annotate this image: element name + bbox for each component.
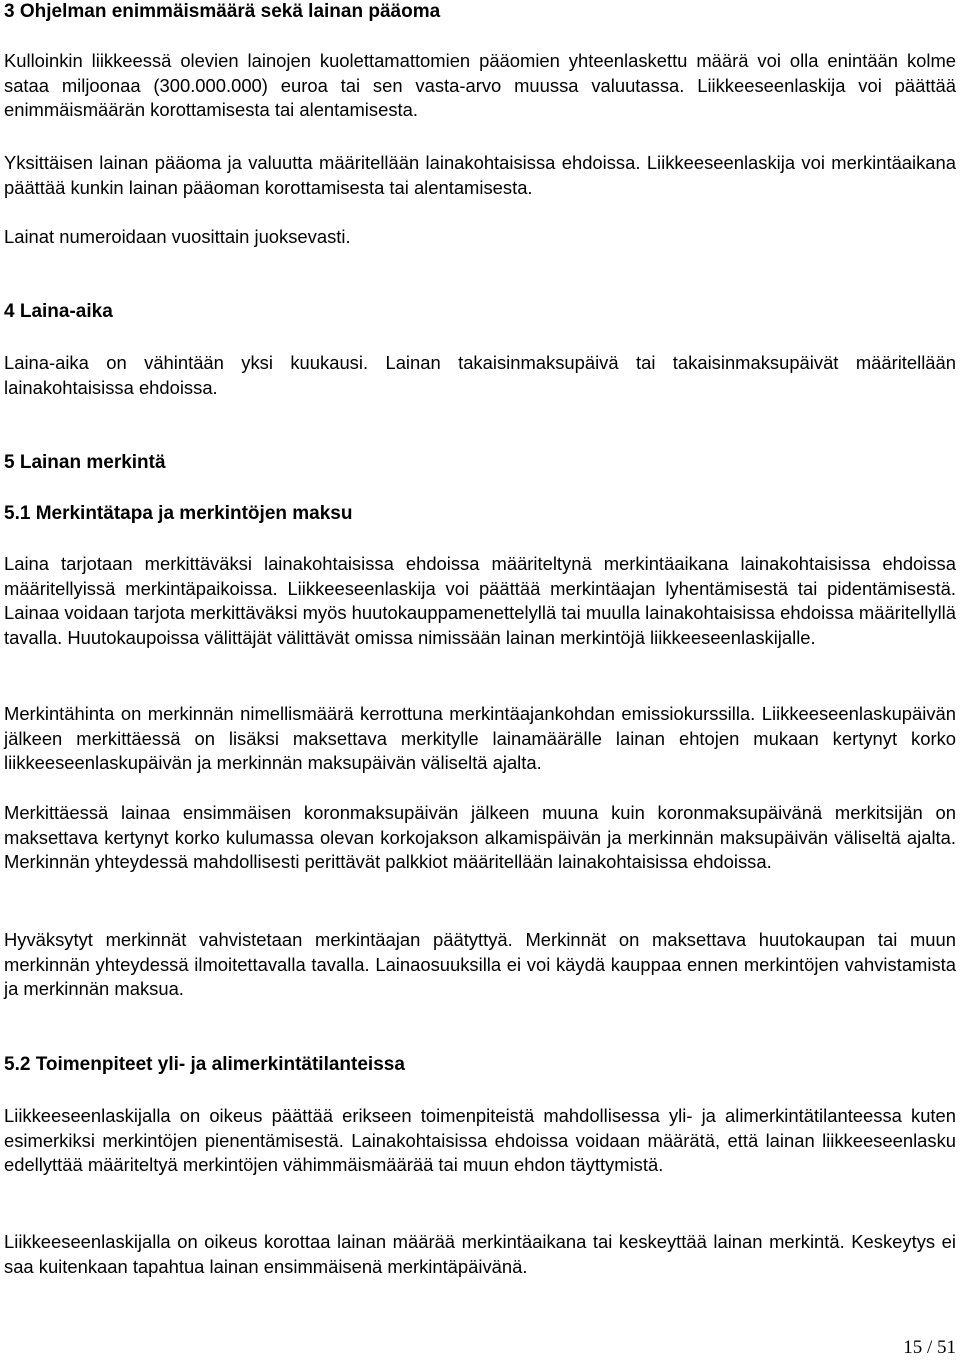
section-heading-4: 4 Laina-aika xyxy=(4,301,113,322)
section-heading-5-2: 5.2 Toimenpiteet yli- ja alimerkintätilanteissa xyxy=(4,1054,405,1075)
paragraph-loan-principal: Yksittäisen lainan pääoma ja valuutta määritellään lainakohtaisissa ehdoissa. Liikkeeseenlaskija voi merkintäaikana päättää kunkin lainan pääoman korottamisesta tai alentamisesta. xyxy=(4,152,956,198)
paragraph-loan-numbering: Lainat numeroidaan vuosittain juoksevasti. xyxy=(4,226,351,247)
section-heading-5: 5 Lainan merkintä xyxy=(4,452,166,473)
paragraph-program-maximum: Kulloinkin liikkeessä olevien lainojen kuolettamattomien pääomien yhteenlaskettu määrä voi olla enintään kolme sataa miljoonaa (300.000.000) euroa tai sen vasta-arvo muussa valuutassa. Liikkeeseenlaskija voi päättää enimmäismäärän korottamisesta tai alentamisesta. xyxy=(4,50,956,120)
page-number: 15 / 51 xyxy=(903,1337,956,1358)
section-heading-5-1: 5.1 Merkintätapa ja merkintöjen maksu xyxy=(4,503,353,524)
paragraph-subscription-method: Laina tarjotaan merkittäväksi lainakohtaisissa ehdoissa määriteltynä merkintäaikana lainakohtaisissa ehdoissa määritellyissä merkintäpaikoissa. Liikkeeseenlaskija voi päättää merkintäajan lyhentämisestä tai pidentämisestä. Lainaa voidaan tarjota merkittäväksi myös huutokauppamenettelyllä tai muulla lainakohtaisissa ehdoissa määritellyllä tavalla. Huutokaupoissa välittäjät välittävät omissa nimissään lainan merkintöjä liikkeeseenlaskijalle. xyxy=(4,553,956,648)
paragraph-over-under-subscription: Liikkeeseenlaskijalla on oikeus päättää erikseen toimenpiteistä mahdollisessa yli- ja alimerkintätilanteessa kuten esimerkiksi merkintöjen pienentämisestä. Lainakohtaisissa ehdoissa voidaan määrätä, että lainan liikkeeseenlasku edellyttää määriteltyä merkintöjen vähimmäismäärää tai muun ehdon täyttymistä. xyxy=(4,1105,956,1175)
paragraph-accrued-interest: Merkittäessä lainaa ensimmäisen koronmaksupäivän jälkeen muuna kuin koronmaksupäivänä merkitsijän on maksettava kertynyt korko kulumassa olevan korkojakson alkamispäivän ja merkinnän maksupäivän väliseltä ajalta. Merkinnän yhteydessä mahdollisesti perittävät palkkiot määritellään lainakohtaisissa ehdoissa. xyxy=(4,802,956,872)
section-heading-3: 3 Ohjelman enimmäismäärä sekä lainan pääoma xyxy=(4,1,441,22)
paragraph-subscription-price: Merkintähinta on merkinnän nimellismäärä kerrottuna merkintäajankohdan emissiokurssilla. Liikkeeseenlaskupäivän jälkeen merkittäessä on lisäksi maksettava merkitylle lainamäärälle lainan ehtojen mukaan kertynyt korko liikkeeseenlaskupäivän ja merkinnän maksupäivän väliseltä ajalta. xyxy=(4,703,956,773)
paragraph-loan-term: Laina-aika on vähintään yksi kuukausi. Lainan takaisinmaksupäivä tai takaisinmaksupäivät määritellään lainakohtaisissa ehdoissa. xyxy=(4,352,956,398)
paragraph-interrupt-subscription: Liikkeeseenlaskijalla on oikeus korottaa lainan määrää merkintäaikana tai keskeyttää lainan merkintä. Keskeytys ei saa kuitenkaan tapahtua lainan ensimmäisenä merkintäpäivänä. xyxy=(4,1231,956,1277)
paragraph-accepted-subscriptions: Hyväksytyt merkinnät vahvistetaan merkintäajan päätyttyä. Merkinnät on maksettava huutokaupan tai muun merkinnän yhteydessä ilmoitettavalla tavalla. Lainaosuuksilla ei voi käydä kauppaa ennen merkintöjen vahvistamista ja merkinnän maksua. xyxy=(4,929,956,999)
